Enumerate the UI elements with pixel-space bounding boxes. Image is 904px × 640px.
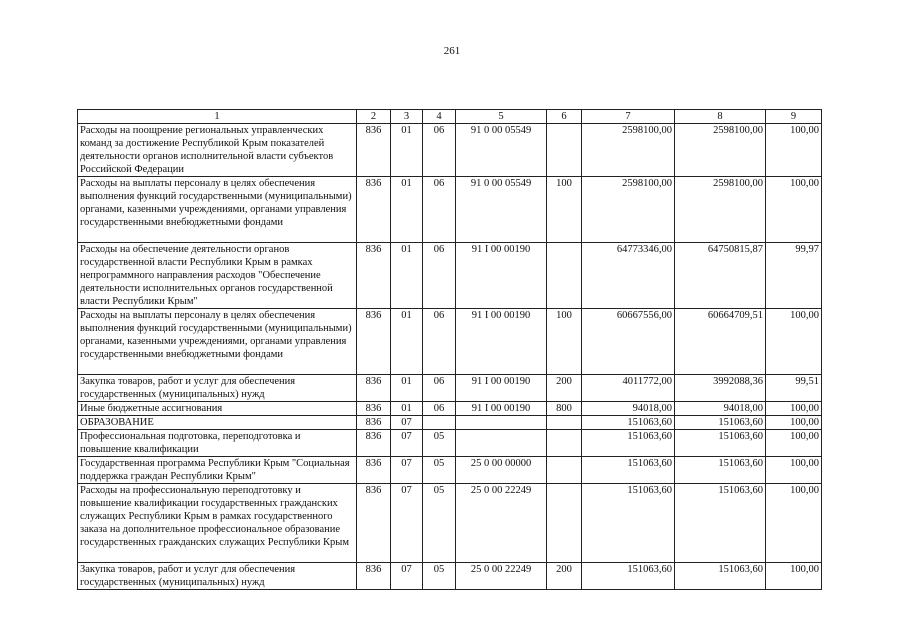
row-executed: 60664709,51 (675, 309, 766, 375)
row-executed: 94018,00 (675, 402, 766, 416)
row-code: 836 (357, 177, 391, 243)
row-code: 836 (357, 430, 391, 457)
row-code: 836 (357, 375, 391, 402)
header-col-3: 3 (391, 110, 423, 124)
row-section: 07 (391, 563, 423, 590)
row-section: 07 (391, 416, 423, 430)
row-name: Расходы на выплаты персоналу в целях обеспечения выполнения функций государственными (муниципальными) органами, казенными учреждениями, органами управления государственными внебюджетными фондами (78, 309, 357, 375)
row-code: 836 (357, 484, 391, 563)
row-percent: 100,00 (766, 457, 822, 484)
row-section: 01 (391, 243, 423, 309)
header-col-2: 2 (357, 110, 391, 124)
row-planned: 151063,60 (582, 416, 675, 430)
row-section: 01 (391, 375, 423, 402)
row-expense-type: 800 (547, 402, 582, 416)
row-expense-type: 200 (547, 563, 582, 590)
row-subsection: 06 (423, 309, 456, 375)
row-name: Расходы на обеспечение деятельности органов государственной власти Республики Крым в рамках непрограммного направления расходов "Обеспечение деятельности исполнительных органов государственной власти Республики Крым" (78, 243, 357, 309)
header-col-1: 1 (78, 110, 357, 124)
row-planned: 64773346,00 (582, 243, 675, 309)
row-target-article (456, 430, 547, 457)
row-percent: 100,00 (766, 177, 822, 243)
row-expense-type (547, 243, 582, 309)
row-percent: 100,00 (766, 416, 822, 430)
row-executed: 2598100,00 (675, 124, 766, 177)
header-col-6: 6 (547, 110, 582, 124)
row-target-article: 25 0 00 00000 (456, 457, 547, 484)
row-subsection: 05 (423, 457, 456, 484)
row-subsection: 05 (423, 563, 456, 590)
row-target-article: 91 I 00 00190 (456, 309, 547, 375)
table-row (78, 563, 822, 590)
header-col-8: 8 (675, 110, 766, 124)
row-expense-type: 100 (547, 309, 582, 375)
row-subsection: 06 (423, 124, 456, 177)
row-code: 836 (357, 309, 391, 375)
table-row (78, 309, 822, 375)
row-code: 836 (357, 416, 391, 430)
row-executed: 151063,60 (675, 457, 766, 484)
row-code: 836 (357, 457, 391, 484)
row-subsection: 06 (423, 402, 456, 416)
row-percent: 99,51 (766, 375, 822, 402)
table-header-row (78, 110, 822, 124)
row-percent: 100,00 (766, 430, 822, 457)
row-name: Закупка товаров, работ и услуг для обеспечения государственных (муниципальных) нужд (78, 375, 357, 402)
table-row (78, 243, 822, 309)
row-executed: 2598100,00 (675, 177, 766, 243)
table-row (78, 457, 822, 484)
row-name: Закупка товаров, работ и услуг для обеспечения государственных (муниципальных) нужд (78, 563, 357, 590)
row-percent: 100,00 (766, 124, 822, 177)
table-row (78, 124, 822, 177)
table-row (78, 416, 822, 430)
table-row (78, 430, 822, 457)
row-percent: 100,00 (766, 402, 822, 416)
row-subsection: 05 (423, 484, 456, 563)
row-code: 836 (357, 402, 391, 416)
row-subsection: 05 (423, 430, 456, 457)
row-planned: 151063,60 (582, 484, 675, 563)
row-executed: 151063,60 (675, 563, 766, 590)
page-number: 261 (443, 45, 461, 57)
row-target-article: 91 I 00 00190 (456, 375, 547, 402)
row-subsection (423, 416, 456, 430)
row-percent: 100,00 (766, 309, 822, 375)
row-target-article: 91 0 00 05549 (456, 177, 547, 243)
row-code: 836 (357, 124, 391, 177)
table-row (78, 375, 822, 402)
row-executed: 64750815,87 (675, 243, 766, 309)
row-planned: 60667556,00 (582, 309, 675, 375)
row-executed: 151063,60 (675, 484, 766, 563)
row-target-article: 91 0 00 05549 (456, 124, 547, 177)
row-planned: 94018,00 (582, 402, 675, 416)
row-percent: 99,97 (766, 243, 822, 309)
row-planned: 151063,60 (582, 457, 675, 484)
header-col-9: 9 (766, 110, 822, 124)
row-target-article: 25 0 00 22249 (456, 563, 547, 590)
row-name: Расходы на профессиональную переподготовку и повышение квалификации государственных гражданских служащих Республики Крым в рамках государственного заказа на дополнительное профессиональное образование государственных гражданских служащих Республики Крым (78, 484, 357, 563)
row-section: 07 (391, 430, 423, 457)
row-planned: 4011772,00 (582, 375, 675, 402)
row-executed: 151063,60 (675, 416, 766, 430)
row-expense-type (547, 457, 582, 484)
row-planned: 151063,60 (582, 563, 675, 590)
row-expense-type (547, 416, 582, 430)
row-target-article (456, 416, 547, 430)
budget-table (77, 109, 822, 590)
row-target-article: 91 I 00 00190 (456, 243, 547, 309)
row-section: 01 (391, 177, 423, 243)
row-target-article: 25 0 00 22249 (456, 484, 547, 563)
row-expense-type: 100 (547, 177, 582, 243)
row-planned: 2598100,00 (582, 177, 675, 243)
row-code: 836 (357, 563, 391, 590)
row-name: Расходы на выплаты персоналу в целях обеспечения выполнения функций государственными (муниципальными) органами, казенными учреждениями, органами управления государственными внебюджетными фондами (78, 177, 357, 243)
row-name: Государственная программа Республики Крым "Социальная поддержка граждан Республики Крым" (78, 457, 357, 484)
row-section: 01 (391, 124, 423, 177)
row-section: 07 (391, 457, 423, 484)
row-expense-type (547, 124, 582, 177)
row-planned: 2598100,00 (582, 124, 675, 177)
row-expense-type (547, 484, 582, 563)
header-col-7: 7 (582, 110, 675, 124)
row-name: Расходы на поощрение региональных управленческих команд за достижение Республикой Крым показателей деятельности органов исполнительной власти субъектов Российской Федерации (78, 124, 357, 177)
row-code: 836 (357, 243, 391, 309)
header-col-4: 4 (423, 110, 456, 124)
row-name: ОБРАЗОВАНИЕ (78, 416, 357, 430)
row-subsection: 06 (423, 375, 456, 402)
table-row (78, 177, 822, 243)
row-name: Иные бюджетные ассигнования (78, 402, 357, 416)
row-executed: 151063,60 (675, 430, 766, 457)
row-percent: 100,00 (766, 484, 822, 563)
table-row (78, 484, 822, 563)
row-target-article: 91 I 00 00190 (456, 402, 547, 416)
row-expense-type (547, 430, 582, 457)
table-row (78, 402, 822, 416)
row-expense-type: 200 (547, 375, 582, 402)
row-subsection: 06 (423, 177, 456, 243)
row-subsection: 06 (423, 243, 456, 309)
row-section: 01 (391, 309, 423, 375)
row-section: 01 (391, 402, 423, 416)
header-col-5: 5 (456, 110, 547, 124)
row-planned: 151063,60 (582, 430, 675, 457)
row-executed: 3992088,36 (675, 375, 766, 402)
row-name: Профессиональная подготовка, переподготовка и повышение квалификации (78, 430, 357, 457)
row-section: 07 (391, 484, 423, 563)
row-percent: 100,00 (766, 563, 822, 590)
